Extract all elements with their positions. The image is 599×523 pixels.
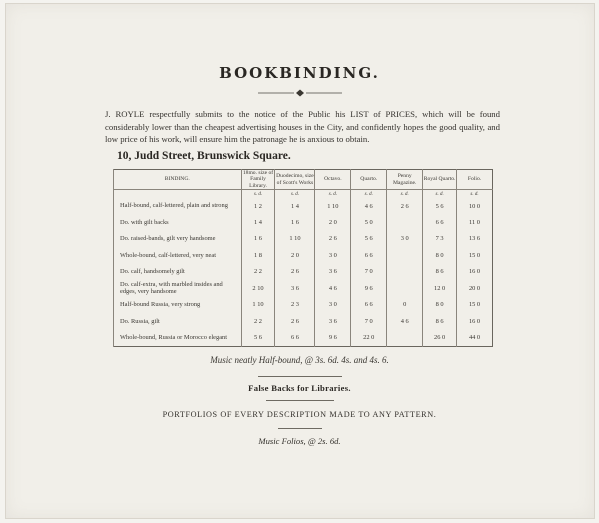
divider-rule (278, 428, 322, 429)
unit-cell: s. d. (423, 190, 457, 198)
unit-cell: s. d. (387, 190, 423, 198)
unit-cell: s. d. (457, 190, 493, 198)
unit-cell: s. d. (351, 190, 387, 198)
price-cell: 16 0 (457, 264, 493, 280)
price-cell: 1 6 (241, 231, 275, 247)
table-body (114, 190, 493, 347)
table-row (114, 198, 493, 214)
music-binding-note: Music neatly Half-bound, @ 3s. 6d. 4s. and 4s. 6. (210, 355, 389, 365)
column-header: 18mo. size of Family Library. (242, 170, 274, 189)
price-cell: 15 0 (457, 297, 493, 313)
price-cell: 8 6 (423, 264, 457, 280)
price-cell: 2 0 (275, 247, 315, 263)
price-cell: 5 6 (351, 231, 387, 247)
price-cell: 9 6 (315, 329, 351, 346)
price-cell (387, 329, 423, 346)
false-backs-heading: False Backs for Libraries. (248, 383, 351, 393)
price-cell: 12 0 (423, 280, 457, 296)
unit-cell (114, 190, 242, 198)
price-cell: 3 6 (315, 313, 351, 329)
price-cell: 6 6 (351, 247, 387, 263)
price-cell: 7 3 (423, 231, 457, 247)
price-cell: 5 0 (351, 214, 387, 230)
price-cell: 1 4 (241, 214, 275, 230)
price-cell: 3 0 (315, 297, 351, 313)
column-header: BINDING. (114, 170, 242, 190)
price-cell: 2 10 (241, 280, 275, 296)
binding-style-cell: Whole-bound, Russia or Morocco elegant (114, 329, 242, 346)
units-row (114, 190, 493, 198)
price-cell: 7 0 (351, 264, 387, 280)
binding-style-cell: Do. calf-extra, with marbled insides and edges, very handsome (114, 280, 242, 296)
table-row (114, 280, 493, 296)
price-cell: 2 3 (275, 297, 315, 313)
price-cell: 6 6 (275, 329, 315, 346)
column-header: Quarto. (351, 170, 387, 190)
price-cell (387, 214, 423, 230)
binding-style-cell: Do. raised-bands, gilt very handsome (114, 231, 242, 247)
price-cell: 3 6 (275, 280, 315, 296)
table-row (114, 231, 493, 247)
divider-rule (258, 376, 342, 377)
binding-style-cell: Half-bound, calf-lettered, plain and strong (114, 198, 242, 214)
table-row (114, 297, 493, 313)
price-cell: 10 0 (457, 198, 493, 214)
price-cell: 22 0 (351, 329, 387, 346)
binding-style-cell: Whole-bound, calf-lettered, very neat (114, 247, 242, 263)
price-cell: 1 10 (275, 231, 315, 247)
price-cell: 44 0 (457, 329, 493, 346)
divider-rule (266, 400, 334, 401)
price-cell: 3 0 (315, 247, 351, 263)
price-cell (387, 280, 423, 296)
price-cell: 26 0 (423, 329, 457, 346)
intro-paragraph: J. ROYLE respectfully submits to the notice of the Public his LIST of PRICES, which will be found considerably lower than the cheapest advertising houses in the City, and confidently hopes the good quality, and low price of his work, will ensure him the patronage he is anxious to obtain. (105, 109, 500, 144)
column-header: Penny Magazine. (387, 170, 423, 190)
price-cell: 0 (387, 297, 423, 313)
price-cell: 6 6 (423, 214, 457, 230)
price-cell: 8 0 (423, 247, 457, 263)
binding-style-cell: Do. with gilt backs (114, 214, 242, 230)
price-cell: 2 2 (241, 264, 275, 280)
price-cell: 5 6 (423, 198, 457, 214)
table-row (114, 247, 493, 263)
price-cell: 4 6 (387, 313, 423, 329)
binding-style-cell: Do. calf, handsomely gilt (114, 264, 242, 280)
price-cell: 1 4 (275, 198, 315, 214)
column-header: Royal Quarto. (423, 170, 457, 190)
binding-style-cell: Do. Russia, gilt (114, 313, 242, 329)
table-row (114, 329, 493, 346)
price-cell: 8 6 (423, 313, 457, 329)
price-cell: 15 0 (457, 247, 493, 263)
price-cell: 2 6 (275, 264, 315, 280)
price-cell: 1 8 (241, 247, 275, 263)
price-cell: 1 10 (315, 198, 351, 214)
price-cell: 11 0 (457, 214, 493, 230)
price-cell (387, 247, 423, 263)
price-cell: 1 2 (241, 198, 275, 214)
unit-cell: s. d. (241, 190, 275, 198)
price-cell: 8 0 (423, 297, 457, 313)
price-cell: 5 6 (241, 329, 275, 346)
table-row (114, 313, 493, 329)
address: 10, Judd Street, Brunswick Square. (117, 150, 291, 162)
price-cell: 3 6 (315, 264, 351, 280)
column-header: Duodecimo, size of Scott's Works (275, 170, 315, 190)
price-cell: 2 2 (241, 313, 275, 329)
unit-cell: s. d. (315, 190, 351, 198)
table-header-row (114, 170, 493, 190)
page-title: BOOKBINDING. (219, 64, 380, 82)
price-cell: 2 6 (275, 313, 315, 329)
table-row (114, 264, 493, 280)
price-cell: 4 6 (315, 280, 351, 296)
column-header: Folio. (457, 170, 493, 190)
price-cell: 2 6 (387, 198, 423, 214)
price-cell: 7 0 (351, 313, 387, 329)
price-cell: 1 10 (241, 297, 275, 313)
price-cell: 16 0 (457, 313, 493, 329)
portfolios-line: PORTFOLIOS OF EVERY DESCRIPTION MADE TO ANY PATTERN. (162, 410, 437, 419)
price-cell: 2 6 (315, 231, 351, 247)
price-cell: 1 6 (275, 214, 315, 230)
price-cell: 9 6 (351, 280, 387, 296)
music-folios-line: Music Folios, @ 2s. 6d. (258, 436, 341, 446)
price-cell: 6 6 (351, 297, 387, 313)
price-cell: 3 0 (387, 231, 423, 247)
price-cell: 13 6 (457, 231, 493, 247)
price-table (113, 169, 493, 347)
price-cell (387, 264, 423, 280)
price-cell: 4 6 (351, 198, 387, 214)
binding-style-cell: Half-bound Russia, very strong (114, 297, 242, 313)
unit-cell: s. d. (275, 190, 315, 198)
price-cell: 20 0 (457, 280, 493, 296)
column-header: Octavo. (315, 170, 351, 190)
price-cell: 2 0 (315, 214, 351, 230)
ornament-divider (258, 89, 342, 97)
table-row (114, 214, 493, 230)
